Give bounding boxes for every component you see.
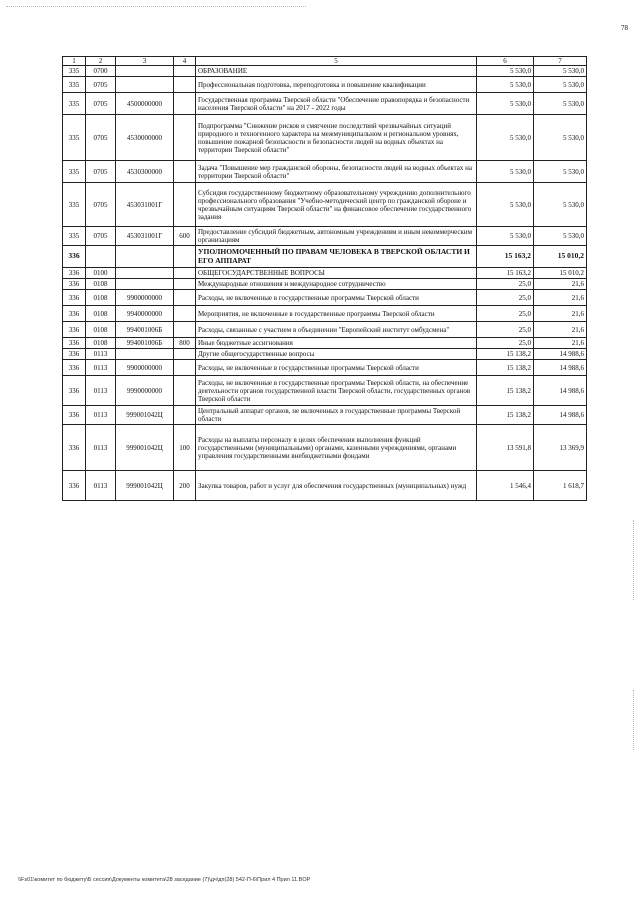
header-cell: 3 [116,57,174,66]
amount-year2-cell: 21,6 [534,338,587,349]
expense-type-cell: 200 [174,471,196,501]
expense-type-cell [174,161,196,183]
file-path-footer: \\Fs01\комитет по бюджету\Б сессия\Документы комитета\28 заседание (7)\дч\дп(28) 542-П-6\Прил 4 Прил 11.BOP [18,877,311,883]
target-article-cell: 9900000000 [116,360,174,376]
section-code-cell: 0700 [86,66,116,77]
section-code-cell: 0108 [86,322,116,338]
target-article-cell [116,268,174,279]
table-row [63,246,587,268]
target-article-cell: 994001006Б [116,322,174,338]
description-cell: Задача "Повышение мер гражданской обороны, безопасности людей на водных объектах на территории Тверской области" [196,161,477,183]
amount-year1-cell: 1 546,4 [477,471,534,501]
amount-year1-cell: 15 163,2 [477,246,534,268]
expense-type-cell [174,246,196,268]
target-article-cell: 4530000000 [116,115,174,161]
description-cell: Закупка товаров, работ и услуг для обеспечения государственных (муниципальных) нужд [196,471,477,501]
section-code-cell: 0108 [86,279,116,290]
description-cell: Расходы, не включенные в государственные программы Тверской области [196,290,477,306]
target-article-cell: 4500000000 [116,93,174,115]
code-admin-cell: 336 [63,406,86,425]
table-row [63,161,587,183]
table-row [63,406,587,425]
amount-year1-cell: 25,0 [477,322,534,338]
target-article-cell: 453031001Г [116,183,174,227]
target-article-cell [116,349,174,360]
target-article-cell: 453031001Г [116,227,174,246]
description-cell: Другие общегосударственные вопросы [196,349,477,360]
amount-year2-cell: 21,6 [534,279,587,290]
code-admin-cell: 336 [63,279,86,290]
target-article-cell [116,246,174,268]
section-code-cell: 0705 [86,93,116,115]
table-row [63,77,587,93]
amount-year2-cell: 5 530,0 [534,227,587,246]
amount-year2-cell: 13 369,9 [534,425,587,471]
amount-year1-cell: 5 530,0 [477,183,534,227]
target-article-cell: 9940000000 [116,306,174,322]
amount-year2-cell: 21,6 [534,322,587,338]
code-admin-cell: 335 [63,77,86,93]
expense-type-cell [174,349,196,360]
section-code-cell: 0705 [86,227,116,246]
table-row [63,471,587,501]
code-admin-cell: 336 [63,322,86,338]
expense-type-cell: 600 [174,227,196,246]
amount-year2-cell: 14 988,6 [534,406,587,425]
description-cell: ОБЩЕГОСУДАРСТВЕННЫЕ ВОПРОСЫ [196,268,477,279]
description-cell: Расходы, не включенные в государственные программы Тверской области [196,360,477,376]
target-article-cell: 9990000000 [116,376,174,406]
table-header-row [63,57,587,66]
section-code-cell: 0113 [86,349,116,360]
scan-edge-marks [6,6,306,7]
description-cell: Предоставление субсидий бюджетным, автономным учреждениям и иным некоммерческим организациям [196,227,477,246]
code-admin-cell: 336 [63,290,86,306]
table-row [63,93,587,115]
description-cell: Иные бюджетные ассигнования [196,338,477,349]
description-cell: Международные отношения и международное сотрудничество [196,279,477,290]
table-row [63,360,587,376]
target-article-cell [116,66,174,77]
description-cell: Расходы, не включенные в государственные программы Тверской области, на обеспечение деятельности органов государственной власти Тверской области, государственных органов Тверской области [196,376,477,406]
expense-type-cell: 100 [174,425,196,471]
code-admin-cell: 335 [63,161,86,183]
amount-year1-cell: 15 138,2 [477,349,534,360]
amount-year2-cell: 1 618,7 [534,471,587,501]
expense-type-cell [174,322,196,338]
expense-type-cell [174,93,196,115]
table-row [63,376,587,406]
section-code-cell: 0100 [86,268,116,279]
amount-year2-cell: 5 530,0 [534,161,587,183]
amount-year2-cell: 5 530,0 [534,93,587,115]
target-article-cell: 999001042Ц [116,425,174,471]
code-admin-cell: 335 [63,227,86,246]
table-row [63,349,587,360]
page-number: 78 [621,24,628,32]
header-cell: 1 [63,57,86,66]
code-admin-cell: 336 [63,246,86,268]
table-row [63,279,587,290]
amount-year1-cell: 13 591,8 [477,425,534,471]
amount-year2-cell: 5 530,0 [534,115,587,161]
code-admin-cell: 336 [63,376,86,406]
table-row [63,183,587,227]
table-row [63,115,587,161]
amount-year2-cell: 5 530,0 [534,77,587,93]
amount-year1-cell: 15 138,2 [477,360,534,376]
expense-type-cell [174,306,196,322]
table-row [63,306,587,322]
amount-year1-cell: 25,0 [477,306,534,322]
table-row [63,322,587,338]
description-cell: Мероприятия, не включенные в государственные программы Тверской области [196,306,477,322]
amount-year1-cell: 25,0 [477,338,534,349]
amount-year1-cell: 15 138,2 [477,406,534,425]
target-article-cell: 999001042Ц [116,471,174,501]
expense-type-cell: 800 [174,338,196,349]
table-row [63,425,587,471]
description-cell: Расходы, связанные с участием в объединении "Европейский институт омбудсмена" [196,322,477,338]
description-cell: Центральный аппарат органов, не включенных в государственные программы Тверской области [196,406,477,425]
code-admin-cell: 336 [63,471,86,501]
section-code-cell: 0113 [86,425,116,471]
code-admin-cell: 335 [63,115,86,161]
amount-year2-cell: 21,6 [534,306,587,322]
expense-type-cell [174,406,196,425]
description-cell: ОБРАЗОВАНИЕ [196,66,477,77]
section-code-cell [86,246,116,268]
amount-year1-cell: 5 530,0 [477,66,534,77]
header-cell: 6 [477,57,534,66]
description-cell: Расходы на выплаты персоналу в целях обеспечения выполнения функций государственными (муниципальными) органами, казенными учреждениями, органами управления государственными внебюджетными фондами [196,425,477,471]
amount-year1-cell: 25,0 [477,279,534,290]
description-cell: Субсидия государственному бюджетному образовательному учреждению дополнительного профессионального образования "Учебно-методический центр по гражданской обороне и чрезвычайным ситуациям Тверской области" на финансовое обеспечение государственного задания [196,183,477,227]
table-row [63,268,587,279]
code-admin-cell: 335 [63,183,86,227]
expense-type-cell [174,183,196,227]
target-article-cell [116,279,174,290]
description-cell: Подпрограмма "Снижение рисков и смягчение последствий чрезвычайных ситуаций природного и техногенного характера на межмуниципальном и региональном уровнях, повышение пожарной безопасности и безопасности людей на водных объектах на территории Тверской области" [196,115,477,161]
expense-type-cell [174,268,196,279]
scan-edge-marks [633,520,636,600]
section-code-cell: 0705 [86,115,116,161]
amount-year2-cell: 15 010,2 [534,246,587,268]
table-body [63,66,587,501]
table-row [63,338,587,349]
section-code-cell: 0113 [86,406,116,425]
section-code-cell: 0108 [86,290,116,306]
description-cell: УПОЛНОМОЧЕННЫЙ ПО ПРАВАМ ЧЕЛОВЕКА В ТВЕРСКОЙ ОБЛАСТИ И ЕГО АППАРАТ [196,246,477,268]
description-cell: Государственная программа Тверской области "Обеспечение правопорядка и безопасности населения Тверской области" на 2017 - 2022 годы [196,93,477,115]
code-admin-cell: 335 [63,66,86,77]
section-code-cell: 0705 [86,183,116,227]
amount-year1-cell: 5 530,0 [477,77,534,93]
section-code-cell: 0705 [86,77,116,93]
table-row [63,66,587,77]
code-admin-cell: 335 [63,93,86,115]
amount-year2-cell: 14 988,6 [534,349,587,360]
code-admin-cell: 336 [63,349,86,360]
table-row [63,227,587,246]
expense-type-cell [174,115,196,161]
header-cell: 2 [86,57,116,66]
target-article-cell: 4530300000 [116,161,174,183]
amount-year1-cell: 15 138,2 [477,376,534,406]
code-admin-cell: 336 [63,360,86,376]
header-cell: 4 [174,57,196,66]
expense-type-cell [174,376,196,406]
amount-year2-cell: 5 530,0 [534,66,587,77]
expense-type-cell [174,290,196,306]
expense-type-cell [174,360,196,376]
amount-year2-cell: 14 988,6 [534,376,587,406]
expense-type-cell [174,77,196,93]
code-admin-cell: 336 [63,306,86,322]
section-code-cell: 0108 [86,338,116,349]
expense-type-cell [174,279,196,290]
code-admin-cell: 336 [63,338,86,349]
target-article-cell: 9900000000 [116,290,174,306]
amount-year1-cell: 15 163,2 [477,268,534,279]
section-code-cell: 0113 [86,471,116,501]
amount-year2-cell: 5 530,0 [534,183,587,227]
amount-year1-cell: 5 530,0 [477,115,534,161]
section-code-cell: 0113 [86,376,116,406]
amount-year1-cell: 25,0 [477,290,534,306]
code-admin-cell: 336 [63,425,86,471]
header-cell: 5 [196,57,477,66]
amount-year2-cell: 15 010,2 [534,268,587,279]
section-code-cell: 0705 [86,161,116,183]
amount-year2-cell: 21,6 [534,290,587,306]
header-cell: 7 [534,57,587,66]
table-row [63,290,587,306]
budget-table [62,56,587,501]
description-cell: Профессиональная подготовка, переподготовка и повышение квалификации [196,77,477,93]
scan-edge-marks [633,690,636,750]
section-code-cell: 0113 [86,360,116,376]
amount-year1-cell: 5 530,0 [477,93,534,115]
expense-type-cell [174,66,196,77]
amount-year2-cell: 14 988,6 [534,360,587,376]
amount-year1-cell: 5 530,0 [477,227,534,246]
target-article-cell: 999001042Ц [116,406,174,425]
code-admin-cell: 336 [63,268,86,279]
section-code-cell: 0108 [86,306,116,322]
target-article-cell: 994001006Б [116,338,174,349]
target-article-cell [116,77,174,93]
amount-year1-cell: 5 530,0 [477,161,534,183]
